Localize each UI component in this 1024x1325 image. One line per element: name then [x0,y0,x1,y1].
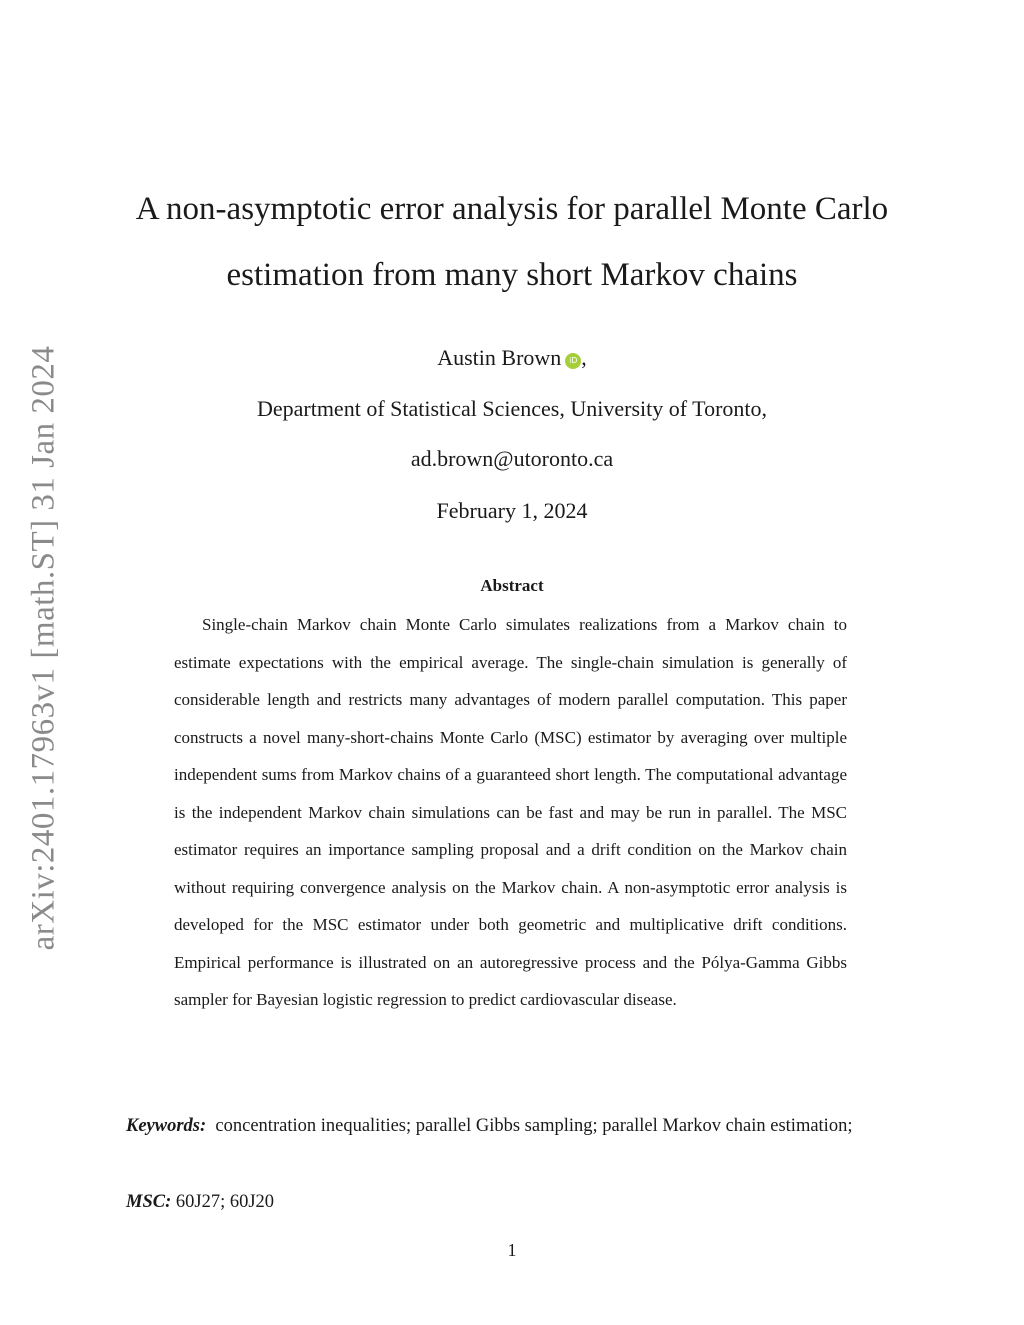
author-name: Austin Brown [437,345,562,370]
msc-section [126,1187,274,1217]
keywords-section [126,1106,896,1146]
publication-date: February 1, 2024 [436,498,588,523]
keywords-label: Keywords: [126,1116,207,1136]
keywords-text: concentration inequalities; parallel Gibbs sampling; parallel Markov chain estimation; [215,1116,853,1136]
paper-title: A non-asymptotic error analysis for parallel Monte Carlo estimation from many short Markov chains [135,191,889,293]
author-suffix: , [581,345,587,370]
arxiv-identifier-stamp: arXiv:2401.17963v1 [math.ST] 31 Jan 2024 [25,345,62,951]
page-number: 1 [507,1240,517,1260]
affiliation: Department of Statistical Sciences, University of Toronto, [256,396,768,421]
author-line [120,343,904,373]
abstract-body: Single-chain Markov chain Monte Carlo simulates realizations from a Markov chain to estimate expectations with the empirical average. The single-chain simulation is generally of considerable length and restricts many advantages of modern parallel computation. This paper constructs a novel many-short-chains Monte Carlo (MSC) estimator by averaging over multiple independent sums from Markov chains of a guaranteed short length. The computational advantage is the independent Markov chain simulations can be fast and may be run in parallel. The MSC estimator requires an importance sampling proposal and a drift condition on the Markov chain without requiring convergence analysis on the Markov chain. A non-asymptotic error analysis is developed for the MSC estimator under both geometric and multiplicative drift conditions. Empirical performance is illustrated on an autoregressive process and the Pólya-Gamma Gibbs sampler for Bayesian logistic regression to predict cardiovascular disease. [174,615,847,1009]
msc-label: MSC: [126,1192,172,1212]
abstract-heading: Abstract [480,576,544,595]
orcid-icon[interactable]: iD [565,353,581,369]
author-email[interactable]: ad.brown@utoronto.ca [410,446,614,471]
msc-codes: 60J27; 60J20 [175,1192,275,1212]
